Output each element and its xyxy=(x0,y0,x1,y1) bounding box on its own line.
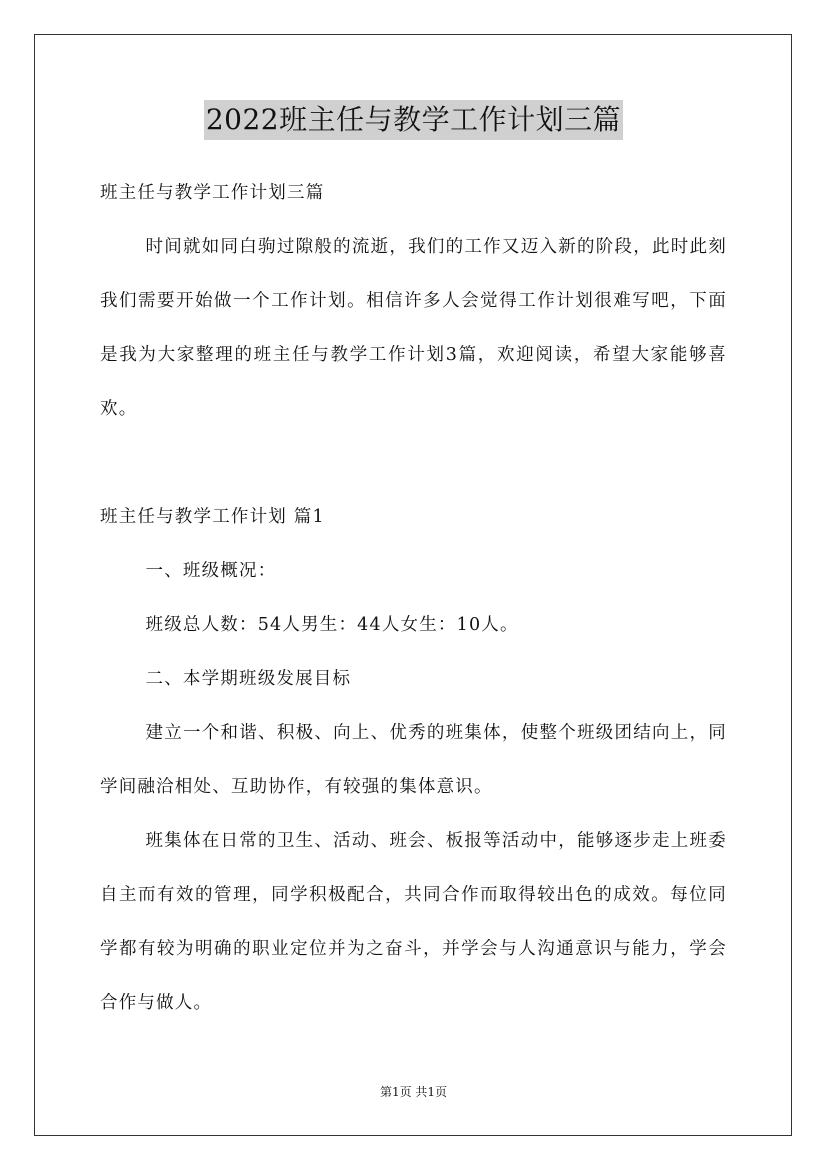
title-area xyxy=(0,100,827,140)
page-footer xyxy=(0,1082,827,1102)
class-overview-text: 班级总人数：54人男生：44人女生：10人。 xyxy=(145,615,519,635)
class-overview-heading: 一、班级概况： xyxy=(145,561,277,581)
section-spacer xyxy=(100,436,727,490)
document-subtitle: 班主任与教学工作计划三篇 xyxy=(100,183,325,203)
goals-paragraph-1: 建立一个和谐、积极、向上、优秀的班集体，使整个班级团结向上，同学间融洽相处、互助协作，有较强的集体意识。 xyxy=(100,723,727,797)
page-number: 第1页 共1页 xyxy=(379,1085,448,1099)
intro-paragraph: 时间就如同白驹过隙般的流逝，我们的工作又迈入新的阶段，此时此刻我们需要开始做一个工作计划。相信许多人会觉得工作计划很难写吧，下面是我为大家整理的班主任与教学工作计划3篇，欢迎阅读，希望大家能够喜欢。 xyxy=(100,237,727,419)
document-body xyxy=(100,166,727,1030)
goals-paragraph-2: 班集体在日常的卫生、活动、班会、板报等活动中，能够逐步走上班委自主而有效的管理，同学积极配合，共同合作而取得较出色的成效。每位同学都有较为明确的职业定位并为之奋斗，并学会与人沟通意识与能力，学会合作与做人。 xyxy=(100,831,727,1013)
section-heading: 班主任与教学工作计划 篇1 xyxy=(100,507,325,527)
document-title: 2022班主任与教学工作计划三篇 xyxy=(204,100,623,140)
goals-heading: 二、本学期班级发展目标 xyxy=(145,669,352,689)
